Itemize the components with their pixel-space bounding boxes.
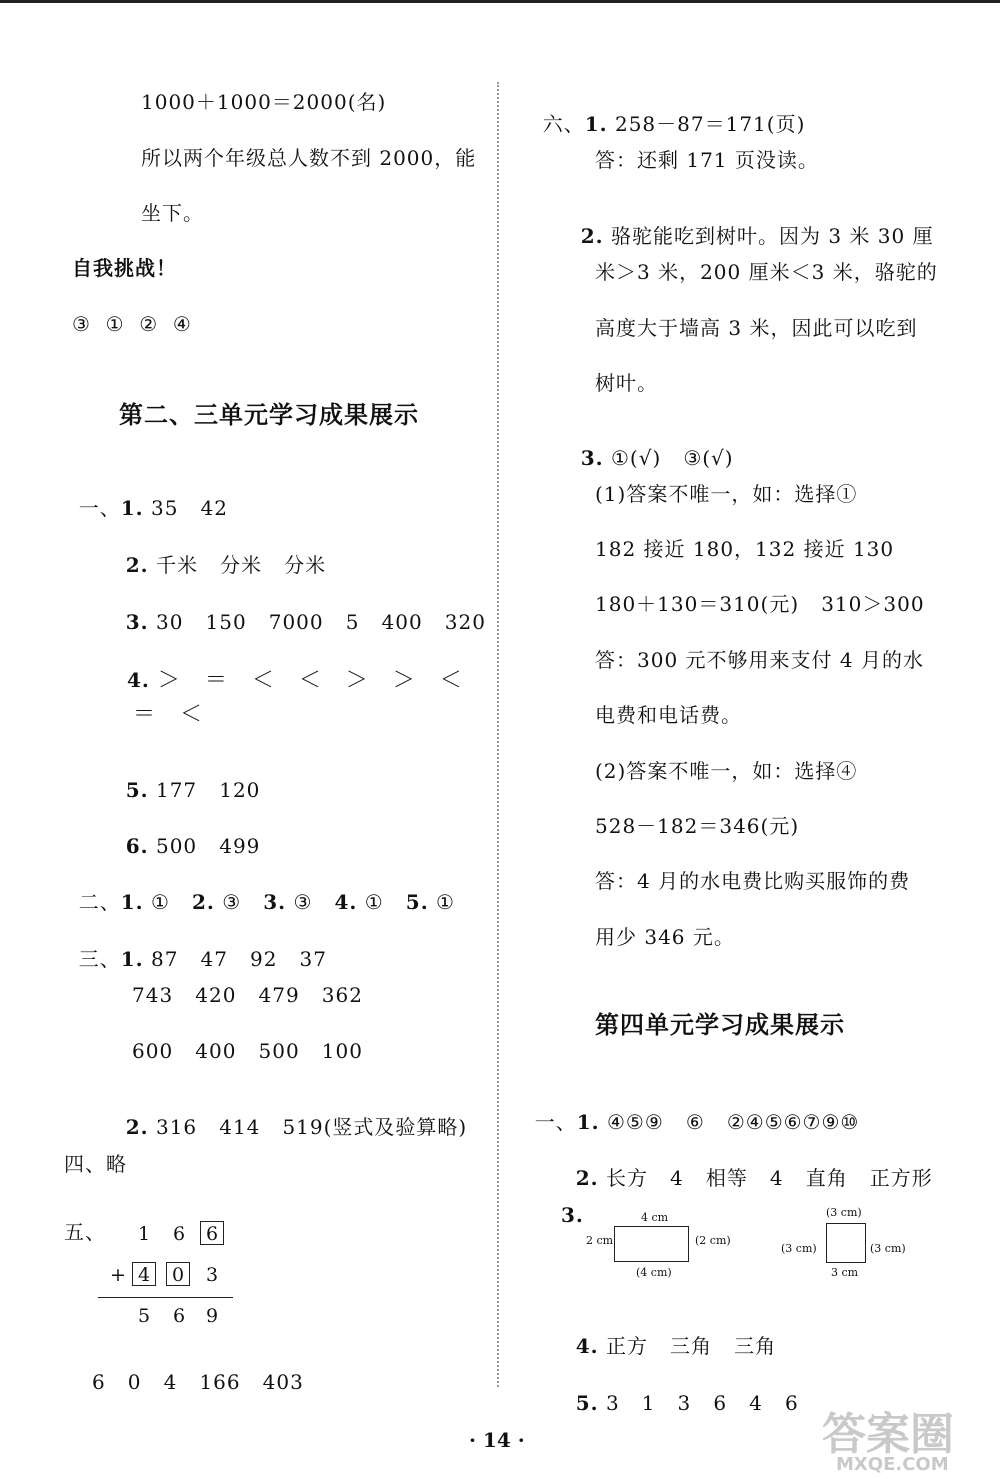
square-right-label: (3 cm) (870, 1242, 906, 1255)
answer-text: 千米 分米 分米 (148, 553, 327, 577)
section-5-prefix: 五、 (64, 1220, 106, 1244)
section-1-row-1 (64, 478, 228, 518)
answer-text: 258－87＝171(页) (607, 112, 806, 136)
question-number: 4. (127, 668, 150, 692)
answer-line: 528－182＝346(元) (595, 814, 800, 838)
question-number: 1. (120, 947, 144, 971)
section-3-prefix: 三、 (78, 947, 121, 971)
answer-text: ④⑤⑨ ⑥ ②④⑤⑥⑦⑨⑩ (599, 1110, 860, 1134)
answer-line: 答：还剩 171 页没读。 (595, 148, 819, 172)
section-3-row-1 (64, 929, 327, 969)
watermark-logo: 答案圈 (822, 1409, 954, 1460)
rectangle-shape (614, 1226, 689, 1262)
question-number: 5. (405, 890, 429, 914)
section-title-units-2-3: 第二、三单元学习成果展示 (119, 401, 419, 429)
square-shape (826, 1223, 866, 1263)
page-number: · 14 · (469, 1428, 525, 1452)
sum-line (98, 1297, 233, 1298)
square-left-label: (3 cm) (781, 1242, 817, 1255)
answer-text: 87 47 92 37 (143, 947, 327, 971)
answer-text: 正方 三角 三角 (598, 1334, 777, 1358)
answer-line: 180＋130＝310(元) 310＞300 (595, 592, 925, 616)
section-1-row-6 (111, 816, 260, 856)
question-number: 5. (125, 778, 149, 802)
section-6-row-1 (528, 94, 805, 134)
answer-text: 30 150 7000 5 400 320 (148, 610, 486, 634)
question-number: 4. (575, 1334, 599, 1358)
plus-sign: + (110, 1264, 126, 1286)
square-bottom-label: 3 cm (831, 1266, 859, 1279)
answer-text: 35 42 (143, 496, 228, 520)
rect-right-label: (2 cm) (695, 1234, 731, 1247)
unit-4-row-2 (561, 1148, 933, 1188)
question-number: 3. (561, 1203, 584, 1227)
answer-text: 3 1 3 6 4 6 (598, 1391, 799, 1415)
rect-bottom-label: (4 cm) (636, 1266, 672, 1279)
section-4-row: 四、略 (64, 1152, 127, 1176)
sum-digit: 6 (172, 1305, 186, 1327)
section-1-row-5 (111, 760, 260, 800)
left-line-3: 坐下。 (141, 201, 204, 225)
unit-4-row-5 (561, 1373, 799, 1413)
left-line-1: 1000＋1000＝2000(名) (141, 90, 387, 114)
section-3-row-3: 600 400 500 100 (132, 1039, 363, 1063)
answer-text: ③ (214, 890, 242, 914)
question-number: 5. (575, 1391, 599, 1415)
question-number: 1. (584, 112, 608, 136)
question-number: 2. (580, 224, 604, 248)
answer-text: 骆驼能吃到树叶。因为 3 米 30 厘 (603, 224, 934, 248)
answer-line: 答：300 元不够用来支付 4 月的水 (595, 648, 924, 672)
question-number: 2. (125, 553, 149, 577)
square-top-label: (3 cm) (826, 1206, 862, 1219)
question-number: 2. (575, 1166, 599, 1190)
answer-line: 高度大于墙高 3 米，因此可以吃到 (595, 316, 918, 340)
addend-1-digit: 6 (205, 1223, 219, 1245)
answer-text: ＞ ＝ ＜ ＜ ＞ ＞ ＜ (149, 668, 463, 693)
section-1-row-4-cont: ＝ ＜ (133, 702, 203, 727)
question-number: 2. (125, 1115, 149, 1139)
section-title-unit-4: 第四单元学习成果展示 (595, 1011, 845, 1039)
question-number: 1. (576, 1110, 600, 1134)
section-6-row-3 (566, 428, 734, 468)
section-6-row-2 (566, 206, 934, 246)
addend-2-digit: 0 (171, 1264, 185, 1286)
sum-digit: 5 (137, 1305, 151, 1327)
answer-line: 用少 346 元。 (595, 925, 735, 949)
section-2-prefix: 二、 (78, 890, 121, 914)
question-number: 3. (263, 890, 287, 914)
watermark-url: MXQE.COM (836, 1454, 949, 1475)
section-2-row (64, 872, 455, 912)
left-line-2: 所以两个年级总人数不到 2000，能 (141, 146, 477, 170)
section-3-row-4 (111, 1097, 467, 1137)
answer-text: 500 499 (148, 834, 261, 858)
answer-text: ① (428, 890, 455, 914)
answer-text: ③ (286, 890, 313, 914)
rect-left-label: 2 cm (586, 1234, 614, 1247)
section-1-row-4 (111, 648, 463, 692)
addend-2-digit: 4 (137, 1264, 151, 1286)
sum-digit: 9 (205, 1305, 219, 1327)
section-1-row-2 (111, 535, 326, 575)
section-5-final-answer: 6 0 4 166 403 (92, 1370, 304, 1394)
top-border-line (0, 0, 1000, 3)
answer-line: (2)答案不唯一，如：选择④ (595, 759, 858, 783)
unit-4-row-4 (561, 1316, 776, 1356)
answer-line: 电费和电话费。 (595, 703, 742, 727)
answer-text: 177 120 (148, 778, 261, 802)
answer-text: ① (357, 890, 384, 914)
answer-line: 树叶。 (595, 371, 658, 395)
answer-text: 长方 4 相等 4 直角 正方形 (598, 1166, 933, 1190)
answer-line: (1)答案不唯一，如：选择① (595, 482, 858, 506)
column-divider (497, 82, 499, 1387)
question-number: 4. (334, 890, 358, 914)
answer-line: 答：4 月的水电费比购买服饰的费 (595, 869, 911, 893)
unit-4-row-1 (520, 1092, 859, 1132)
addend-2-digit: 3 (205, 1264, 219, 1286)
answer-text: ① (143, 890, 170, 914)
question-number: 2. (191, 890, 215, 914)
section-3-row-2: 743 420 479 362 (132, 983, 363, 1007)
challenge-title: 自我挑战！ (72, 256, 177, 280)
question-number: 1. (120, 496, 144, 520)
question-number: 3. (125, 610, 149, 634)
section-1-prefix: 一、 (78, 496, 121, 520)
question-number: 1. (120, 890, 144, 914)
section-1-prefix: 一、 (534, 1110, 577, 1134)
answer-text: ①(√) ③(√) (603, 446, 734, 470)
answer-text: 316 414 519(竖式及验算略) (148, 1115, 468, 1139)
section-6-prefix: 六、 (542, 112, 585, 136)
question-number: 6. (125, 834, 149, 858)
answer-line: 米＞3 米，200 厘米＜3 米，骆驼的 (595, 260, 938, 284)
rect-top-label: 4 cm (641, 1211, 669, 1224)
challenge-answer: ③ ① ② ④ (72, 312, 192, 336)
question-number: 3. (580, 446, 604, 470)
answer-line: 182 接近 180，132 接近 130 (595, 537, 895, 561)
addend-1-digit: 1 (137, 1223, 151, 1245)
section-1-row-3 (111, 592, 486, 632)
addend-1-digit: 6 (172, 1223, 186, 1245)
